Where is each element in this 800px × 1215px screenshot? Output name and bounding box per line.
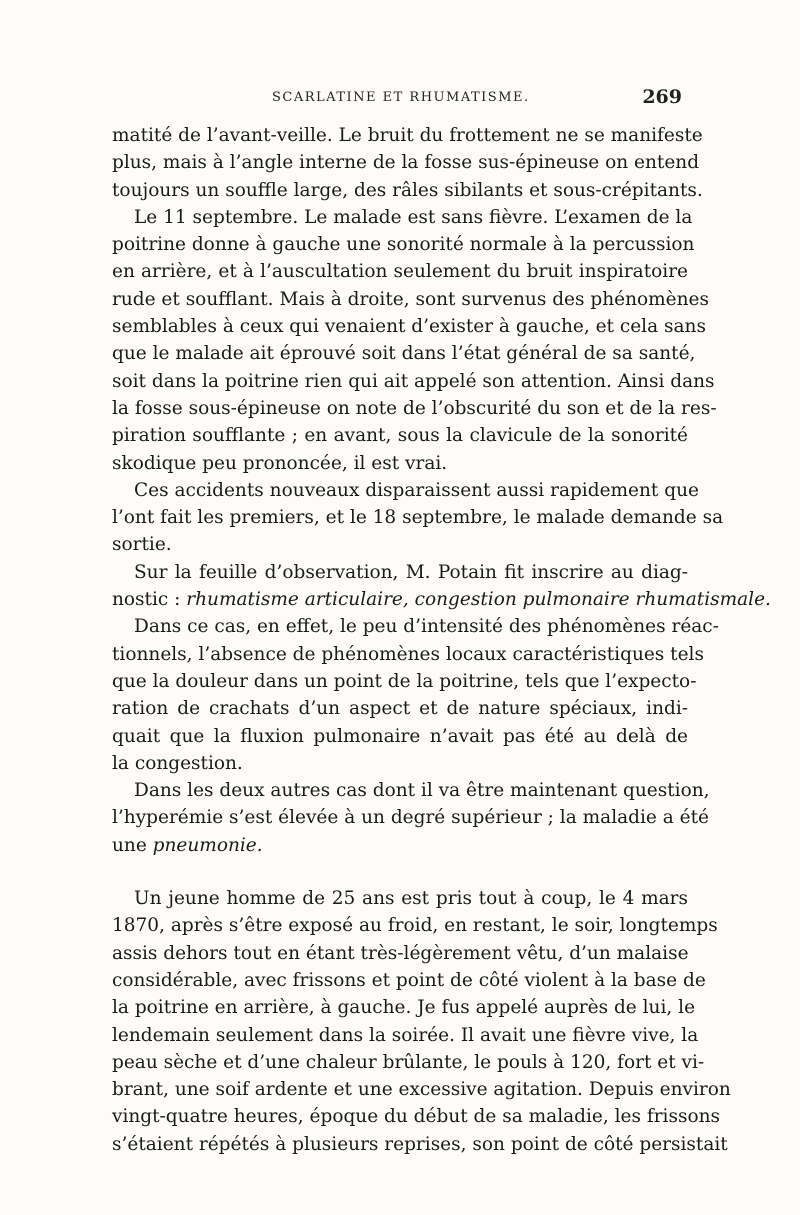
text-line: brant, une soif ardente et une excessive agitation. Depuis environ	[112, 1079, 731, 1101]
pneumonia-term: pneumonie.	[152, 834, 263, 856]
text-line: rude et soufflant. Mais à droite, sont survenus des phénomènes	[112, 288, 709, 310]
text-line: quait que la fluxion pulmonaire n’avait pas été au delà de	[112, 725, 688, 747]
text-line: ration de crachats d’un aspect et de nature spéciaux, indi-	[112, 698, 688, 720]
text-line: Le 11 septembre. Le malade est sans fièvre. L’examen de la	[134, 206, 693, 228]
text-line: matité de l’avant-veille. Le bruit du frottement ne se manifeste	[112, 125, 703, 146]
paragraph	[112, 122, 703, 204]
text-line: peau sèche et d’une chaleur brûlante, le pouls à 120, fort et vi-	[112, 1051, 705, 1073]
text-line: assis dehors tout en étant très-légèrement vêtu, d’un malaise	[112, 942, 689, 964]
page-number: 269	[642, 86, 682, 108]
diagnosis-line	[112, 586, 771, 613]
text-line: Un jeune homme de 25 ans est pris tout à coup, le 4 mars	[134, 888, 688, 910]
text-line: skodique peu prononcée, il est vrai.	[112, 452, 448, 474]
text-line: tionnels, l’absence de phénomènes locaux caractéristiques tels	[112, 643, 704, 665]
text-line: que la douleur dans un point de la poitrine, tels que l’expecto-	[112, 670, 697, 692]
text-line: s’étaient répétés à plusieurs reprises, son point de côté persistait	[112, 1133, 728, 1155]
paragraph	[112, 613, 719, 777]
page-body	[112, 122, 771, 1158]
text-line: la poitrine en arrière, à gauche. Je fus appelé auprès de lui, le	[112, 997, 696, 1019]
text-line: vingt-quatre heures, époque du début de sa maladie, les frissons	[112, 1106, 720, 1128]
text-line: piration soufflante ; en avant, sous la clavicule de la sonorité	[112, 425, 688, 447]
text-line: l’hyperémie s’est élevée à un degré supérieur ; la maladie a été	[112, 807, 709, 829]
page-header	[112, 86, 688, 114]
text-line: Dans ce cas, en effet, le peu d’intensité des phénomènes réac-	[134, 616, 719, 638]
text-line: toujours un souffle large, des râles sibilants et sous-crépitants.	[112, 179, 703, 201]
lead-text: une	[112, 834, 147, 856]
text-line: Sur la feuille d’observation, M. Potain fit inscrire au diag-	[134, 561, 688, 583]
paragraph	[112, 777, 710, 859]
text-line: plus, mais à l’angle interne de la fosse sus-épineuse on entend	[112, 152, 700, 174]
text-line: soit dans la poitrine rien qui ait appelé son attention. Ainsi dans	[112, 370, 715, 392]
text-line: poitrine donne à gauche une sonorité normale à la percussion	[112, 234, 695, 256]
text-line: semblables à ceux qui venaient d’exister à gauche, et cela sans	[112, 316, 706, 338]
diagnosis-text: rhumatisme articulaire, congestion pulmonaire rhumatismale.	[186, 589, 771, 611]
text-line: la congestion.	[112, 752, 243, 774]
running-title: SCARLATINE ET RHUMATISME.	[272, 90, 530, 105]
text-line: l’ont fait les premiers, et le 18 septembre, le malade demande sa	[112, 507, 724, 529]
paragraph	[112, 559, 771, 614]
text-line: considérable, avec frissons et point de côté violent à la base de	[112, 969, 706, 991]
text-line: Dans les deux autres cas dont il va être maintenant question,	[134, 780, 710, 802]
text-line: sortie.	[112, 534, 172, 556]
text-line: lendemain seulement dans la soirée. Il avait une fièvre vive, la	[112, 1024, 699, 1046]
diagnosis-label: nostic :	[112, 589, 181, 611]
text-line: la fosse sous-épineuse on note de l’obscurité du son et de la res-	[112, 397, 717, 419]
text-line: que le malade ait éprouvé soit dans l’état général de sa santé,	[112, 343, 696, 365]
text-line: 1870, après s’être exposé au froid, en restant, le soir, longtemps	[112, 915, 718, 937]
section-gap	[112, 859, 688, 885]
text-line: en arrière, et à l’auscultation seulement du bruit inspiratoire	[112, 261, 688, 283]
paragraph	[112, 204, 717, 477]
text-line: Ces accidents nouveaux disparaissent aussi rapidement que	[134, 479, 699, 501]
pneumonia-line	[112, 832, 688, 859]
paragraph	[112, 477, 724, 559]
paragraph	[112, 885, 731, 1158]
